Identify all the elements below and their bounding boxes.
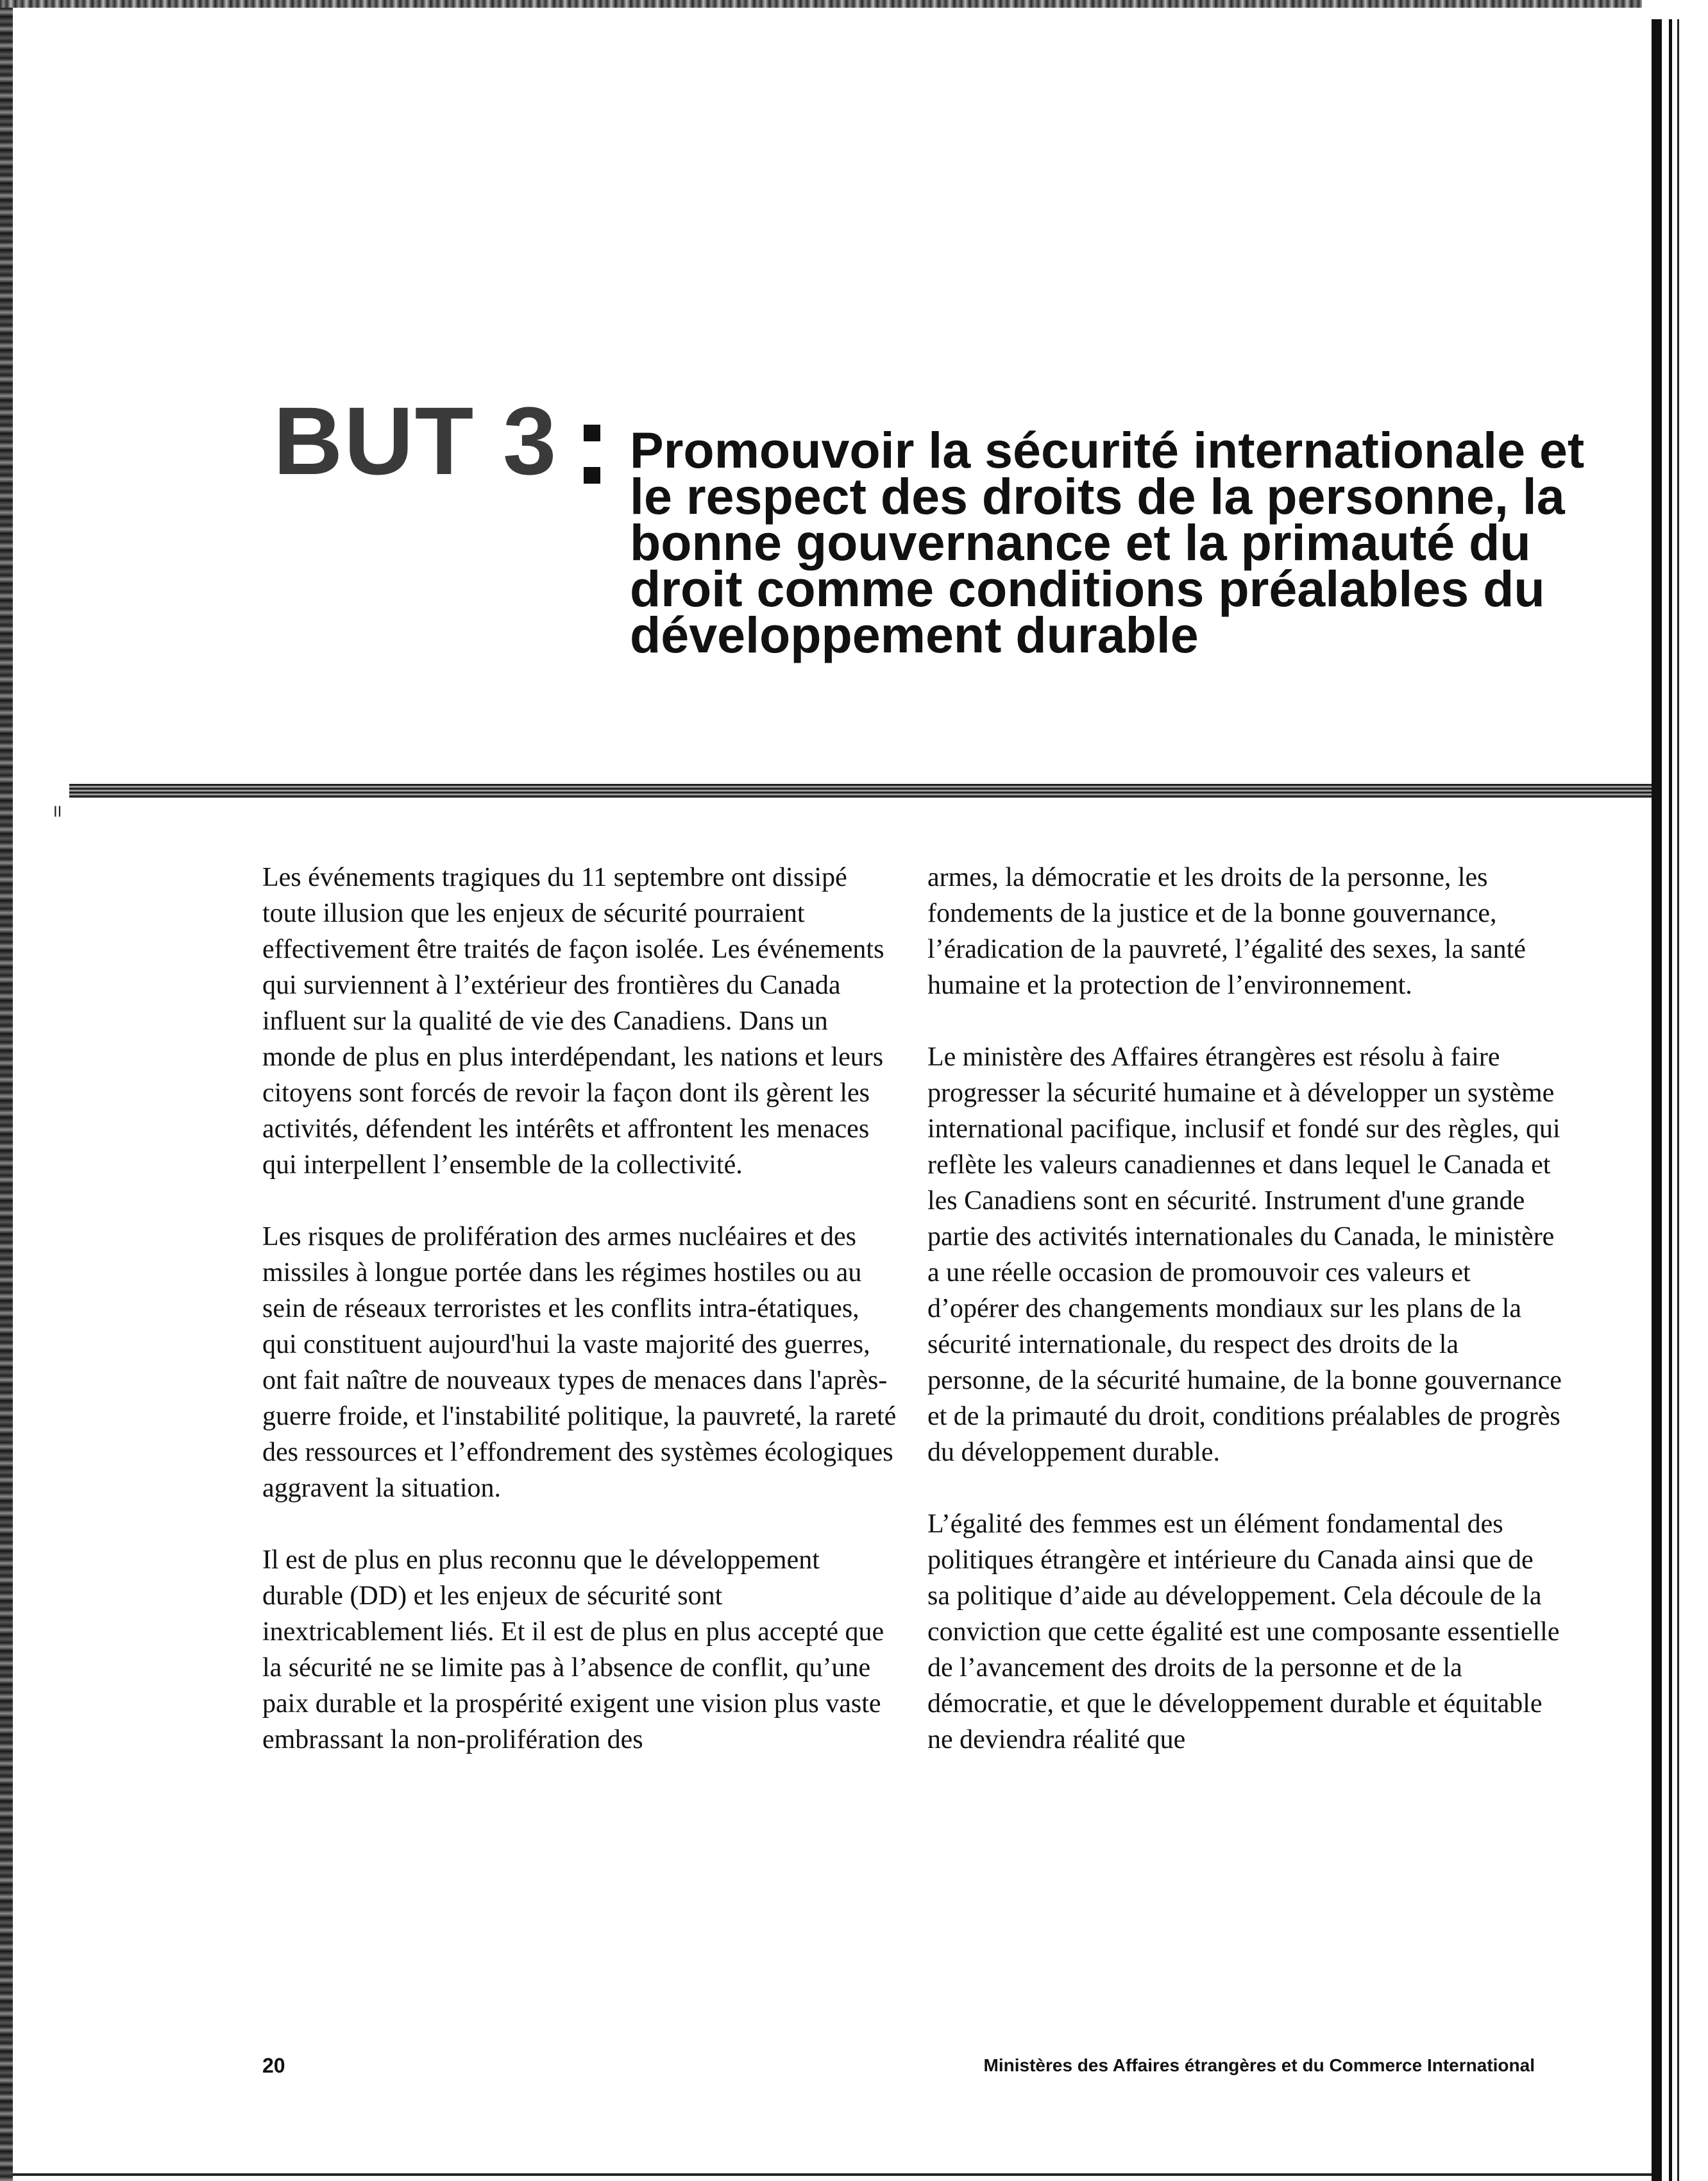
paragraph: Les risques de prolifération des armes nucléaires et des missiles à longue portée dans les régimes hostiles ou au sein de réseaux terroristes et les conflits intra-étatiques, qui constituent aujourd'hui la vaste majorité des guerres, ont fait naître de nouveaux types de menaces dans l'après-guerre froide, et l'instabilité politique, la pauvreté, la rareté des ressources et l’effondrement des systèmes écologiques aggravent la situation. — [262, 1222, 897, 1503]
goal-title: Promouvoir la sécurité internationale et le respect des droits de la personne, la bonne gouvernance et la primauté du droit comme conditions préalables du développement durable — [630, 421, 1585, 663]
paragraph: armes, la démocratie et les droits de la personne, les fondements de la justice et de la bonne gouvernance, l’éradication de la pauvreté, l’égalité des sexes, la santé humaine et la protection de l’environnement. — [927, 863, 1526, 1000]
publication-title: Ministères des Affaires étrangères et du Commerce International — [983, 2055, 1535, 2075]
margin-marker: II — [53, 803, 62, 820]
paragraph: Les événements tragiques du 11 septembre ont dissipé toute illusion que les enjeux de sécurité pourraient effectivement être traités de façon isolée. Les événements qui surviennent à l’extérieur des frontières du Canada influent sur la qualité de vie des Canadiens. Dans un monde de plus en plus interdépendant, les nations et leurs citoyens sont forcés de revoir la façon dont ils gèrent les activités, défendent les intérêts et affrontent les menaces qui interpellent l’ensemble de la collectivité. — [262, 863, 884, 1180]
scan-bottom-rule — [13, 2173, 1652, 2176]
heading-rule — [69, 784, 1652, 798]
page-number: 20 — [262, 2054, 285, 2077]
left-column — [262, 860, 897, 1794]
goal-label: BUT 3 — [273, 387, 558, 495]
paragraph: Il est de plus en plus reconnu que le développement durable (DD) et les enjeux de sécurité sont inextricablement liés. Et il est de plus en plus accepté que la sécurité ne se limite pas à l’absence de conflit, qu’une paix durable et la prospérité exigent une vision plus vaste embrassant la non-prolifération des — [262, 1545, 884, 1754]
goal-colon — [584, 425, 602, 486]
paragraph: Le ministère des Affaires étrangères est résolu à faire progresser la sécurité humaine et à développer un système international pacifique, inclusif et fondé sur des règles, qui reflète les valeurs canadiennes et dans lequel le Canada et les Canadiens sont en sécurité. Instrument d'une grande partie des activités internationales du Canada, le ministère a une réelle occasion de promouvoir ces valeurs et d’opérer des changements mondiaux sur les plans de la sécurité internationale, du respect des droits de la personne, de la sécurité humaine, de la bonne gouvernance et de la primauté du droit, conditions préalables de progrès du développement durable. — [927, 1042, 1562, 1467]
scan-right-rule-secondary — [1677, 19, 1679, 2181]
paragraph: L’égalité des femmes est un élément fondamental des politiques étrangère et intérieure du Canada ainsi que de sa politique d’aide au développement. Cela découle de la conviction que cette égalité est une composante essentielle de l’avancement des droits de la personne et de la démocratie, et que le développement durable et équitable ne deviendra réalité que — [927, 1509, 1560, 1754]
right-column — [927, 860, 1562, 1794]
scan-right-bar — [1652, 19, 1662, 2181]
scan-top-edge — [0, 0, 1642, 8]
scan-right-rule — [1669, 19, 1672, 2181]
scan-left-edge — [0, 0, 13, 2181]
